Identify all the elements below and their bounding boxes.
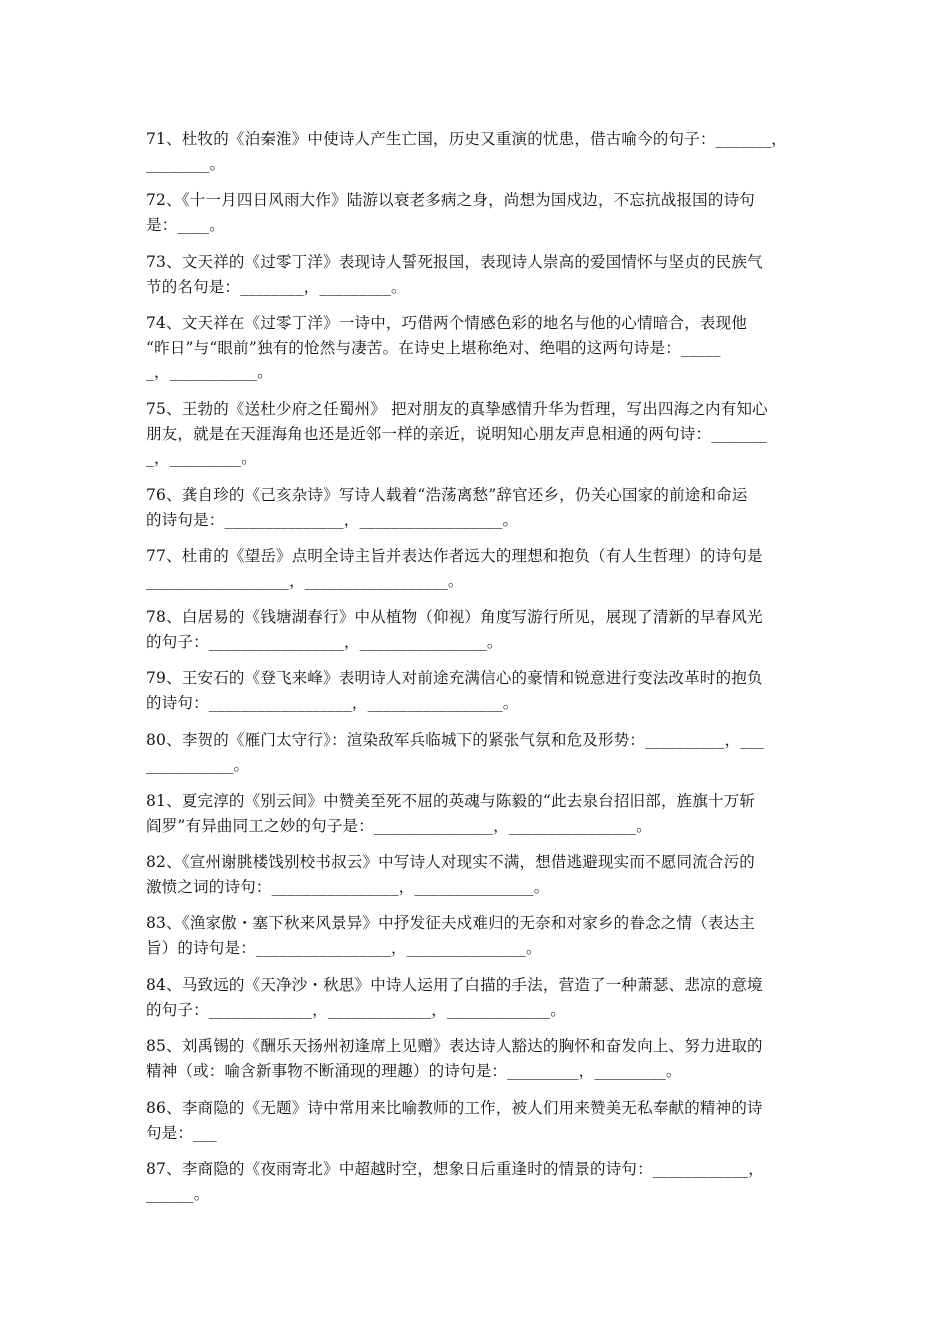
question-line: 旨）的诗句是：_________________，_______________。 (146, 938, 542, 957)
question-line: 78、白居易的《钱塘湖春行》中从植物（仰视）角度写游行所见，展现了清新的早春风光 (146, 608, 763, 626)
question-78 (146, 605, 816, 654)
question-line: 的句子：_________________，________________。 (146, 632, 503, 651)
question-74 (146, 311, 816, 385)
question-line: 是：____。 (146, 215, 225, 234)
question-87 (146, 1157, 816, 1206)
question-line: 的句子：_____________，_____________，_____________。 (146, 1000, 566, 1019)
question-line: _，_________。 (146, 449, 257, 467)
question-77 (146, 544, 816, 593)
question-line: ______。 (146, 1184, 210, 1203)
question-line: ________。 (146, 154, 226, 173)
question-line: 81、夏完淳的《别云间》中赞美至死不屈的英魂与陈毅的“此去泉台招旧部，旌旗十万斩 (146, 792, 756, 810)
question-83 (146, 911, 816, 960)
question-line: 的诗句是：_______________，__________________。 (146, 510, 519, 529)
question-line: 精神（或：喻含新事物不断涌现的理趣）的诗句是：_________，_________。 (146, 1061, 682, 1080)
question-line: 87、李商隐的《夜雨寄北》中超越时空，想象日后重逢时的情景的诗句：____________， (146, 1160, 764, 1178)
question-72 (146, 188, 816, 237)
question-81 (146, 789, 816, 838)
question-line: __________________，__________________。 (146, 571, 464, 590)
question-82 (146, 850, 816, 899)
question-line: _，___________。 (146, 363, 273, 381)
question-line: 86、李商隐的《无题》诗中常用来比喻教师的工作，被人们用来赞美无私奉献的精神的诗 (146, 1099, 763, 1117)
question-71 (146, 127, 816, 176)
question-line: 朋友，就是在天涯海角也还是近邻一样的亲近，说明知心朋友声息相通的两句诗：_______ (146, 424, 767, 443)
question-76 (146, 483, 816, 532)
question-line: 84、马致远的《天净沙・秋思》中诗人运用了白描的手法，营造了一种萧瑟、悲凉的意境 (146, 976, 763, 994)
question-80 (146, 728, 816, 777)
question-line: 的诗句：__________________，_________________。 (146, 693, 519, 712)
question-line: 句是：___ (146, 1123, 217, 1142)
question-line: 节的名句是：________，_________。 (146, 277, 407, 296)
question-line: 83、《渔家傲・塞下秋来风景异》中抒发征夫戍难归的无奈和对家乡的眷念之情（表达主 (146, 914, 755, 932)
question-75 (146, 397, 816, 471)
question-85 (146, 1034, 816, 1083)
question-73 (146, 250, 816, 299)
question-line: 73、文天祥的《过零丁洋》表现诗人誓死报国，表现诗人崇高的爱国情怀与坚贞的民族气 (146, 253, 763, 271)
question-line: 75、王勃的《送杜少府之任蜀州》 把对朋友的真挚感情升华为哲理，写出四海之内有知心 (146, 400, 768, 418)
question-line: 71、杜牧的《泊秦淮》中使诗人产生亡国，历史又重演的忧患，借古喻今的句子：_______， (146, 130, 787, 148)
question-84 (146, 973, 816, 1022)
question-line: 激愤之词的诗句：________________，_______________。 (146, 877, 550, 896)
question-79 (146, 666, 816, 715)
question-line: “昨日”与“眼前”独有的怆然与凄苦。在诗史上堪称绝对、绝唱的这两句诗是：_____ (146, 338, 721, 357)
question-line: 85、刘禹锡的《酬乐天扬州初逢席上见赠》表达诗人豁达的胸怀和奋发向上、努力进取的 (146, 1037, 763, 1055)
question-line: 阎罗”有异曲同工之妙的句子是：_______________，________________。 (146, 816, 652, 835)
question-line: 82、《宣州谢朓楼饯别校书叔云》中写诗人对现实不满，想借逃避现实而不愿同流合污的 (146, 853, 755, 871)
question-line: 79、王安石的《登飞来峰》表明诗人对前途充满信心的豪情和锐意进行变法改革时的抱负 (146, 669, 763, 687)
question-line: 72、《十一月四日风雨大作》陆游以衰老多病之身，尚想为国戍边，不忘抗战报国的诗句 (146, 191, 755, 209)
question-86 (146, 1096, 816, 1145)
question-line: 80、李贺的《雁门太守行》：渲染敌军兵临城下的紧张气氛和危及形势：__________，___ (146, 731, 765, 749)
question-line: ___________。 (146, 755, 250, 774)
question-line: 74、文天祥在《过零丁洋》一诗中，巧借两个情感色彩的地名与他的心情暗合，表现他 (146, 314, 748, 332)
question-line: 76、龚自珍的《己亥杂诗》写诗人载着“浩荡离愁”辞官还乡，仍关心国家的前途和命运 (146, 486, 748, 504)
question-line: 77、杜甫的《望岳》点明全诗主旨并表达作者远大的理想和抱负（有人生哲理）的诗句是 (146, 547, 763, 565)
